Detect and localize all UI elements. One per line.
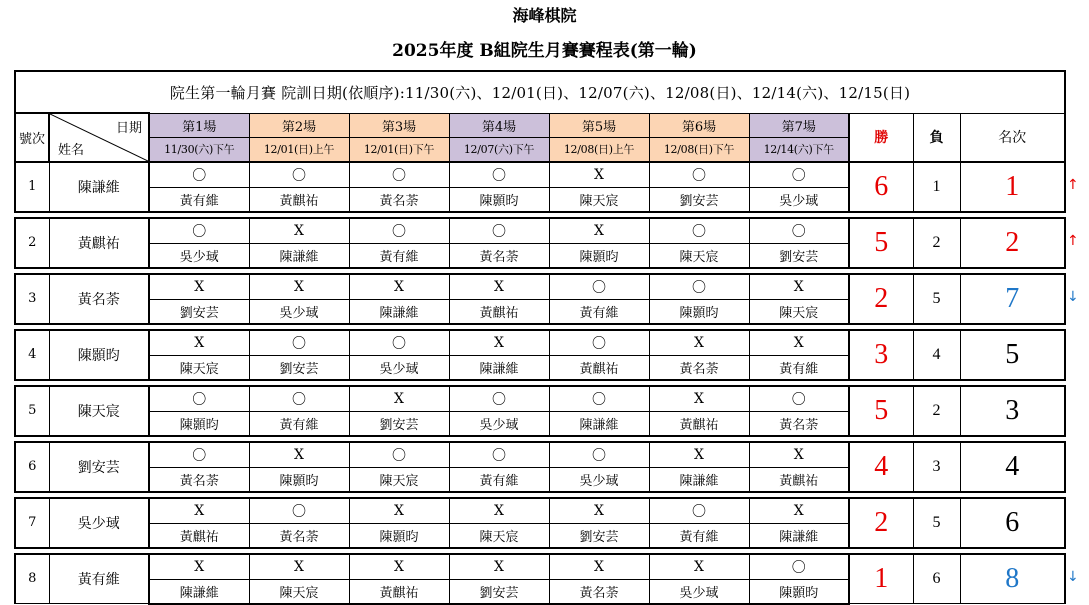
game-result: 〇	[449, 218, 549, 244]
player-name: 陳天宸	[49, 386, 149, 436]
opponent-name: 劉安芸	[249, 355, 349, 380]
rank-value: 1	[960, 162, 1065, 212]
wins-count: 2	[849, 498, 913, 548]
player-row	[15, 162, 1065, 188]
org-title: 海峰棋院	[512, 6, 577, 25]
opponent-name: 黃有維	[549, 299, 649, 324]
opponent-name: 黃有維	[249, 411, 349, 436]
game-result: X	[249, 442, 349, 468]
corner-header	[49, 113, 149, 162]
player-number: 6	[15, 442, 49, 492]
player-name: 吳少琙	[49, 498, 149, 548]
opponent-name: 黃麒祐	[549, 355, 649, 380]
player-number: 8	[15, 554, 49, 604]
round-label-3: 第3場	[349, 113, 449, 137]
arrow-up-icon: ↑	[1067, 232, 1079, 249]
losses-count: 3	[913, 442, 960, 492]
opponent-name: 陳顥昀	[249, 467, 349, 492]
opponent-name: 陳天宸	[149, 355, 249, 380]
opponent-name: 黃名荼	[249, 523, 349, 548]
opponent-name: 陳顥昀	[749, 579, 849, 604]
opponent-name: 陳顥昀	[149, 411, 249, 436]
opponent-name: 陳天宸	[349, 467, 449, 492]
player-name: 黃有維	[49, 554, 149, 604]
game-result: X	[549, 554, 649, 580]
opponent-name: 黃麒祐	[149, 523, 249, 548]
opponent-name: 黃名荼	[449, 243, 549, 268]
opponent-name: 陳天宸	[449, 523, 549, 548]
losses-count: 2	[913, 218, 960, 268]
game-result: X	[549, 162, 649, 188]
game-result: 〇	[749, 386, 849, 412]
player-row	[15, 218, 1065, 244]
game-result: 〇	[349, 330, 449, 356]
player-number: 2	[15, 218, 49, 268]
player-number: 7	[15, 498, 49, 548]
player-row	[15, 386, 1065, 412]
rank-value: 2	[960, 218, 1065, 268]
opponent-name: 陳顥昀	[649, 299, 749, 324]
wins-count: 6	[849, 162, 913, 212]
opponent-name: 劉安芸	[149, 299, 249, 324]
opponent-name: 陳顥昀	[449, 187, 549, 212]
game-result: X	[349, 554, 449, 580]
rank-value: 3	[960, 386, 1065, 436]
losses-count: 1	[913, 162, 960, 212]
opponent-name: 黃麒祐	[649, 411, 749, 436]
wins-count: 5	[849, 386, 913, 436]
game-result: 〇	[249, 498, 349, 524]
opponent-name: 吳少琙	[549, 467, 649, 492]
round-date-1: 11/30(六)下午	[149, 137, 249, 162]
player-number: 3	[15, 274, 49, 324]
game-result: X	[349, 498, 449, 524]
round-date-5: 12/08(日)上午	[549, 137, 649, 162]
game-result: 〇	[549, 386, 649, 412]
rank-value: 8	[960, 554, 1065, 604]
opponent-name: 黃有維	[449, 467, 549, 492]
opponent-name: 陳天宸	[749, 299, 849, 324]
opponent-name: 劉安芸	[749, 243, 849, 268]
game-result: X	[749, 330, 849, 356]
opponent-name: 陳謙維	[649, 467, 749, 492]
game-result: 〇	[449, 442, 549, 468]
opponent-name: 劉安芸	[649, 187, 749, 212]
game-result: X	[449, 274, 549, 300]
wins-header: 勝	[849, 113, 913, 162]
round-label-7: 第7場	[749, 113, 849, 137]
game-result: X	[649, 386, 749, 412]
date-label: 日期	[115, 121, 142, 136]
game-result: 〇	[349, 162, 449, 188]
game-result: X	[349, 386, 449, 412]
opponent-name: 黃名荼	[549, 579, 649, 604]
opponent-name: 陳顥昀	[349, 523, 449, 548]
game-result: X	[249, 554, 349, 580]
game-result: 〇	[449, 386, 549, 412]
opponent-name: 陳謙維	[449, 355, 549, 380]
game-result: X	[749, 442, 849, 468]
round-label-6: 第6場	[649, 113, 749, 137]
game-result: 〇	[149, 442, 249, 468]
player-number: 1	[15, 162, 49, 212]
game-result: 〇	[149, 162, 249, 188]
opponent-name: 黃名荼	[749, 411, 849, 436]
opponent-name: 黃名荼	[349, 187, 449, 212]
wins-count: 3	[849, 330, 913, 380]
rank-value: 6	[960, 498, 1065, 548]
info-line: 院生第一輪月賽 院訓日期(依順序):11/30(六)、12/01(日)、12/07(六)、12/08(日)、12/14(六)、12/15(日)	[15, 71, 1065, 113]
opponent-name: 劉安芸	[349, 411, 449, 436]
game-result: 〇	[649, 274, 749, 300]
opponent-name: 陳謙維	[749, 523, 849, 548]
losses-header: 負	[913, 113, 960, 162]
game-result: 〇	[249, 386, 349, 412]
opponent-name: 黃麒祐	[449, 299, 549, 324]
game-result: 〇	[749, 162, 849, 188]
arrow-up-icon: ↑	[1067, 176, 1079, 193]
rank-value: 7	[960, 274, 1065, 324]
game-result: X	[749, 274, 849, 300]
player-row	[15, 554, 1065, 580]
game-result: 〇	[549, 330, 649, 356]
game-result: 〇	[249, 162, 349, 188]
round-label-2: 第2場	[249, 113, 349, 137]
game-result: 〇	[649, 162, 749, 188]
player-row	[15, 442, 1065, 468]
game-result: X	[449, 330, 549, 356]
player-number: 5	[15, 386, 49, 436]
rank-value: 5	[960, 330, 1065, 380]
opponent-name: 黃麒祐	[749, 467, 849, 492]
opponent-name: 黃有維	[349, 243, 449, 268]
wins-count: 4	[849, 442, 913, 492]
opponent-name: 吳少琙	[349, 355, 449, 380]
opponent-name: 陳天宸	[549, 187, 649, 212]
player-name: 陳顥昀	[49, 330, 149, 380]
game-result: 〇	[149, 218, 249, 244]
game-result: 〇	[449, 162, 549, 188]
game-result: X	[249, 274, 349, 300]
game-result: 〇	[649, 218, 749, 244]
game-result: X	[449, 498, 549, 524]
game-result: X	[549, 218, 649, 244]
wins-count: 1	[849, 554, 913, 604]
game-result: X	[649, 554, 749, 580]
game-result: 〇	[349, 442, 449, 468]
opponent-name: 黃有維	[149, 187, 249, 212]
game-result: 〇	[749, 554, 849, 580]
game-result: 〇	[749, 218, 849, 244]
round-date-2: 12/01(日)上午	[249, 137, 349, 162]
game-result: 〇	[649, 498, 749, 524]
game-result: 〇	[349, 218, 449, 244]
player-row	[15, 274, 1065, 300]
game-result: 〇	[549, 442, 649, 468]
rank-value: 4	[960, 442, 1065, 492]
opponent-name: 黃有維	[649, 523, 749, 548]
game-result: X	[549, 498, 649, 524]
player-row	[15, 330, 1065, 356]
opponent-name: 黃麒祐	[249, 187, 349, 212]
opponent-name: 黃名荼	[649, 355, 749, 380]
opponent-name: 吳少琙	[449, 411, 549, 436]
player-row	[15, 498, 1065, 524]
game-result: X	[349, 274, 449, 300]
round-date-7: 12/14(六)下午	[749, 137, 849, 162]
losses-count: 5	[913, 498, 960, 548]
round-label-5: 第5場	[549, 113, 649, 137]
opponent-name: 陳天宸	[249, 579, 349, 604]
round-label-1: 第1場	[149, 113, 249, 137]
name-label: 姓名	[58, 142, 85, 158]
opponent-name: 黃麒祐	[349, 579, 449, 604]
player-name: 陳謙維	[49, 162, 149, 212]
player-name: 黃麒祐	[49, 218, 149, 268]
round-date-3: 12/01(日)下午	[349, 137, 449, 162]
opponent-name: 劉安芸	[449, 579, 549, 604]
arrow-down-icon: ↓	[1067, 568, 1079, 585]
round-label-4: 第4場	[449, 113, 549, 137]
wins-count: 5	[849, 218, 913, 268]
rank-header: 名次	[960, 113, 1065, 162]
wins-count: 2	[849, 274, 913, 324]
game-result: X	[649, 330, 749, 356]
game-result: 〇	[249, 330, 349, 356]
opponent-name: 吳少琙	[249, 299, 349, 324]
player-name: 劉安芸	[49, 442, 149, 492]
game-result: X	[149, 330, 249, 356]
losses-count: 5	[913, 274, 960, 324]
game-result: 〇	[149, 386, 249, 412]
opponent-name: 黃名荼	[149, 467, 249, 492]
losses-count: 2	[913, 386, 960, 436]
opponent-name: 劉安芸	[549, 523, 649, 548]
opponent-name: 吳少琙	[649, 579, 749, 604]
game-result: X	[649, 442, 749, 468]
sheet-title: 2025年度 B組院生月賽賽程表(第一輪)	[392, 41, 697, 61]
game-result: X	[249, 218, 349, 244]
round-date-6: 12/08(日)下午	[649, 137, 749, 162]
round-date-4: 12/07(六)下午	[449, 137, 549, 162]
losses-count: 6	[913, 554, 960, 604]
opponent-name: 陳顥昀	[549, 243, 649, 268]
opponent-name: 陳謙維	[249, 243, 349, 268]
opponent-name: 吳少琙	[749, 187, 849, 212]
game-result: X	[749, 498, 849, 524]
player-number: 4	[15, 330, 49, 380]
opponent-name: 黃有維	[749, 355, 849, 380]
game-result: X	[149, 274, 249, 300]
opponent-name: 陳謙維	[549, 411, 649, 436]
game-result: 〇	[549, 274, 649, 300]
number-header: 號次	[15, 113, 49, 162]
arrow-down-icon: ↓	[1067, 288, 1079, 305]
opponent-name: 吳少琙	[149, 243, 249, 268]
schedule-table	[14, 70, 1066, 605]
opponent-name: 陳天宸	[649, 243, 749, 268]
game-result: X	[449, 554, 549, 580]
losses-count: 4	[913, 330, 960, 380]
opponent-name: 陳謙維	[349, 299, 449, 324]
game-result: X	[149, 498, 249, 524]
game-result: X	[149, 554, 249, 580]
opponent-name: 陳謙維	[149, 579, 249, 604]
player-name: 黃名荼	[49, 274, 149, 324]
